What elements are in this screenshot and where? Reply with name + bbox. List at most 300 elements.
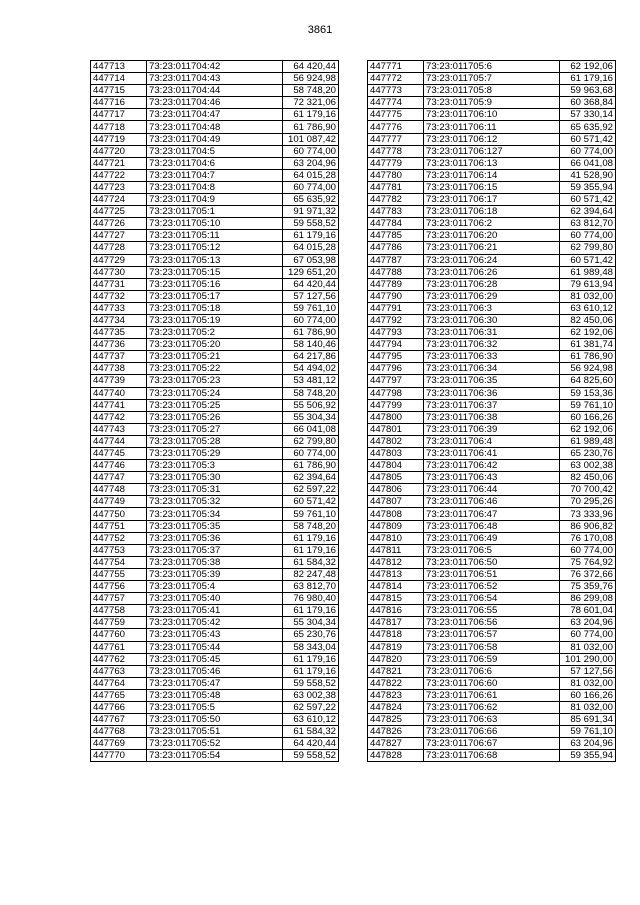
value-cell: 65 230,76 (560, 448, 616, 460)
value-cell: 101 290,00 (560, 653, 616, 665)
cadastral-number-cell: 73:23:011705:6 (424, 61, 560, 73)
row-number-cell: 447798 (368, 387, 424, 399)
value-cell: 61 989,48 (560, 266, 616, 278)
table-row (91, 665, 339, 677)
cadastral-number-cell: 73:23:011705:31 (147, 484, 283, 496)
cadastral-number-cell: 73:23:011705:2 (147, 327, 283, 339)
row-number-cell: 447768 (91, 726, 147, 738)
cadastral-number-cell: 73:23:011706:52 (424, 581, 560, 593)
cadastral-number-cell: 73:23:011706:21 (424, 242, 560, 254)
cadastral-number-cell: 73:23:011706:42 (424, 460, 560, 472)
value-cell: 82 450,06 (560, 472, 616, 484)
value-cell: 61 381,74 (560, 339, 616, 351)
table-row (368, 677, 616, 689)
value-cell: 61 179,16 (283, 605, 339, 617)
table-row (368, 641, 616, 653)
value-cell: 56 924,98 (560, 363, 616, 375)
table-row (368, 242, 616, 254)
value-cell: 61 179,16 (560, 73, 616, 85)
table-row (368, 726, 616, 738)
table-row (91, 544, 339, 556)
value-cell: 61 179,16 (283, 544, 339, 556)
value-cell: 64 015,28 (283, 242, 339, 254)
table-row (368, 351, 616, 363)
table-row (91, 641, 339, 653)
table-row (91, 157, 339, 169)
cadastral-number-cell: 73:23:011705:38 (147, 556, 283, 568)
value-cell: 66 041,08 (283, 423, 339, 435)
value-cell: 63 204,96 (283, 157, 339, 169)
row-number-cell: 447743 (91, 423, 147, 435)
table-row (368, 73, 616, 85)
cadastral-number-cell: 73:23:011705:29 (147, 448, 283, 460)
cadastral-number-cell: 73:23:011706:11 (424, 121, 560, 133)
cadastral-number-cell: 73:23:011706:66 (424, 726, 560, 738)
value-cell: 70 700,42 (560, 484, 616, 496)
cadastral-number-cell: 73:23:011704:44 (147, 85, 283, 97)
table-row (91, 568, 339, 580)
cadastral-number-cell: 73:23:011705:25 (147, 399, 283, 411)
table-row (368, 266, 616, 278)
cadastral-number-cell: 73:23:011705:1 (147, 206, 283, 218)
cadastral-number-cell: 73:23:011706:10 (424, 109, 560, 121)
cadastral-number-cell: 73:23:011705:22 (147, 363, 283, 375)
table-row (368, 605, 616, 617)
cadastral-number-cell: 73:23:011706:57 (424, 629, 560, 641)
value-cell: 60 774,00 (560, 230, 616, 242)
row-number-cell: 447819 (368, 641, 424, 653)
cadastral-number-cell: 73:23:011706:32 (424, 339, 560, 351)
value-cell: 58 748,20 (283, 85, 339, 97)
row-number-cell: 447791 (368, 302, 424, 314)
cadastral-number-cell: 73:23:011705:19 (147, 314, 283, 326)
table-row (91, 85, 339, 97)
value-cell: 62 394,64 (283, 472, 339, 484)
value-cell: 56 924,98 (283, 73, 339, 85)
row-number-cell: 447761 (91, 641, 147, 653)
table-row (368, 181, 616, 193)
cadastral-number-cell: 73:23:011706:55 (424, 605, 560, 617)
cadastral-number-cell: 73:23:011705:3 (147, 460, 283, 472)
cadastral-number-cell: 73:23:011705:20 (147, 339, 283, 351)
value-cell: 59 558,52 (283, 218, 339, 230)
cadastral-number-cell: 73:23:011705:35 (147, 520, 283, 532)
cadastral-number-cell: 73:23:011706:54 (424, 593, 560, 605)
cadastral-number-cell: 73:23:011705:48 (147, 689, 283, 701)
cadastral-number-cell: 73:23:011706:50 (424, 556, 560, 568)
cadastral-number-cell: 73:23:011705:46 (147, 665, 283, 677)
table-row (91, 460, 339, 472)
value-cell: 59 963,68 (560, 85, 616, 97)
value-cell: 64 420,44 (283, 738, 339, 750)
value-cell: 57 127,56 (560, 665, 616, 677)
table-row (91, 351, 339, 363)
cadastral-number-cell: 73:23:011706:61 (424, 689, 560, 701)
row-number-cell: 447780 (368, 169, 424, 181)
value-cell: 63 812,70 (560, 218, 616, 230)
cadastral-number-cell: 73:23:011704:49 (147, 133, 283, 145)
row-number-cell: 447813 (368, 568, 424, 580)
row-number-cell: 447803 (368, 448, 424, 460)
table-row (91, 653, 339, 665)
value-cell: 70 295,26 (560, 496, 616, 508)
table-row (368, 363, 616, 375)
row-number-cell: 447772 (368, 73, 424, 85)
row-number-cell: 447733 (91, 302, 147, 314)
cadastral-number-cell: 73:23:011705:36 (147, 532, 283, 544)
row-number-cell: 447764 (91, 677, 147, 689)
row-number-cell: 447826 (368, 726, 424, 738)
row-number-cell: 447808 (368, 508, 424, 520)
table-row (91, 314, 339, 326)
table-row (368, 230, 616, 242)
value-cell: 58 748,20 (283, 520, 339, 532)
row-number-cell: 447809 (368, 520, 424, 532)
value-cell: 62 597,22 (283, 484, 339, 496)
row-number-cell: 447718 (91, 121, 147, 133)
row-number-cell: 447742 (91, 411, 147, 423)
value-cell: 61 786,90 (283, 460, 339, 472)
value-cell: 63 610,12 (560, 302, 616, 314)
row-number-cell: 447714 (91, 73, 147, 85)
row-number-cell: 447770 (91, 750, 147, 762)
value-cell: 59 558,52 (283, 750, 339, 762)
value-cell: 86 299,08 (560, 593, 616, 605)
value-cell: 65 635,92 (283, 194, 339, 206)
row-number-cell: 447794 (368, 339, 424, 351)
value-cell: 58 140,46 (283, 339, 339, 351)
table-row (368, 593, 616, 605)
cadastral-number-cell: 73:23:011706:5 (424, 544, 560, 556)
value-cell: 61 179,16 (283, 653, 339, 665)
value-cell: 62 394,64 (560, 206, 616, 218)
row-number-cell: 447825 (368, 714, 424, 726)
table-row (368, 653, 616, 665)
table-row (368, 85, 616, 97)
row-number-cell: 447759 (91, 617, 147, 629)
cadastral-number-cell: 73:23:011706:47 (424, 508, 560, 520)
row-number-cell: 447732 (91, 290, 147, 302)
cadastral-number-cell: 73:23:011706:35 (424, 375, 560, 387)
cadastral-number-cell: 73:23:011705:39 (147, 568, 283, 580)
value-cell: 73 333,96 (560, 508, 616, 520)
cadastral-number-cell: 73:23:011705:27 (147, 423, 283, 435)
table-row (91, 61, 339, 73)
row-number-cell: 447713 (91, 61, 147, 73)
table-row (91, 484, 339, 496)
cadastral-number-cell: 73:23:011704:6 (147, 157, 283, 169)
value-cell: 82 450,06 (560, 314, 616, 326)
cadastral-number-cell: 73:23:011704:7 (147, 169, 283, 181)
value-cell: 60 368,84 (560, 97, 616, 109)
value-cell: 63 610,12 (283, 714, 339, 726)
row-number-cell: 447815 (368, 593, 424, 605)
row-number-cell: 447746 (91, 460, 147, 472)
table-row (368, 629, 616, 641)
table-row (91, 133, 339, 145)
cadastral-number-cell: 73:23:011706:37 (424, 399, 560, 411)
value-cell: 85 691,34 (560, 714, 616, 726)
cadastral-number-cell: 73:23:011706:39 (424, 423, 560, 435)
value-cell: 60 571,42 (560, 254, 616, 266)
value-cell: 72 321,06 (283, 97, 339, 109)
row-number-cell: 447817 (368, 617, 424, 629)
cadastral-number-cell: 73:23:011706:17 (424, 194, 560, 206)
right-register-table (367, 60, 616, 762)
table-row (91, 593, 339, 605)
row-number-cell: 447796 (368, 363, 424, 375)
value-cell: 64 217,86 (283, 351, 339, 363)
row-number-cell: 447747 (91, 472, 147, 484)
cadastral-number-cell: 73:23:011705:41 (147, 605, 283, 617)
row-number-cell: 447774 (368, 97, 424, 109)
row-number-cell: 447816 (368, 605, 424, 617)
value-cell: 61 584,32 (283, 556, 339, 568)
cadastral-number-cell: 73:23:011705:5 (147, 701, 283, 713)
row-number-cell: 447781 (368, 181, 424, 193)
value-cell: 53 481,12 (283, 375, 339, 387)
table-row (91, 435, 339, 447)
table-row (368, 157, 616, 169)
cadastral-number-cell: 73:23:011705:12 (147, 242, 283, 254)
cadastral-number-cell: 73:23:011706:15 (424, 181, 560, 193)
table-row (91, 629, 339, 641)
row-number-cell: 447777 (368, 133, 424, 145)
row-number-cell: 447769 (91, 738, 147, 750)
value-cell: 62 799,80 (283, 435, 339, 447)
value-cell: 60 774,00 (560, 629, 616, 641)
page-number: 3861 (307, 24, 333, 36)
cadastral-number-cell: 73:23:011705:21 (147, 351, 283, 363)
row-number-cell: 447763 (91, 665, 147, 677)
row-number-cell: 447760 (91, 629, 147, 641)
table-row (368, 399, 616, 411)
value-cell: 62 192,06 (560, 61, 616, 73)
table-row (91, 194, 339, 206)
value-cell: 76 980,40 (283, 593, 339, 605)
row-number-cell: 447754 (91, 556, 147, 568)
row-number-cell: 447775 (368, 109, 424, 121)
value-cell: 59 761,10 (283, 508, 339, 520)
value-cell: 59 761,10 (560, 726, 616, 738)
cadastral-number-cell: 73:23:011705:44 (147, 641, 283, 653)
table-row (368, 423, 616, 435)
value-cell: 81 032,00 (560, 701, 616, 713)
cadastral-number-cell: 73:23:011705:42 (147, 617, 283, 629)
table-row (368, 218, 616, 230)
row-number-cell: 447716 (91, 97, 147, 109)
value-cell: 67 053,98 (283, 254, 339, 266)
value-cell: 64 420,44 (283, 278, 339, 290)
table-row (368, 254, 616, 266)
table-row (91, 617, 339, 629)
table-row (368, 290, 616, 302)
row-number-cell: 447750 (91, 508, 147, 520)
table-row (91, 448, 339, 460)
row-number-cell: 447818 (368, 629, 424, 641)
value-cell: 76 170,08 (560, 532, 616, 544)
cadastral-number-cell: 73:23:011706:18 (424, 206, 560, 218)
row-number-cell: 447735 (91, 327, 147, 339)
row-number-cell: 447814 (368, 581, 424, 593)
cadastral-number-cell: 73:23:011705:50 (147, 714, 283, 726)
table-row (368, 194, 616, 206)
value-cell: 65 635,92 (560, 121, 616, 133)
value-cell: 63 812,70 (283, 581, 339, 593)
cadastral-number-cell: 73:23:011704:48 (147, 121, 283, 133)
row-number-cell: 447739 (91, 375, 147, 387)
row-number-cell: 447717 (91, 109, 147, 121)
row-number-cell: 447736 (91, 339, 147, 351)
cadastral-number-cell: 73:23:011706:6 (424, 665, 560, 677)
cadastral-number-cell: 73:23:011705:54 (147, 750, 283, 762)
row-number-cell: 447751 (91, 520, 147, 532)
row-number-cell: 447729 (91, 254, 147, 266)
table-row (91, 375, 339, 387)
cadastral-number-cell: 73:23:011705:40 (147, 593, 283, 605)
table-row (368, 689, 616, 701)
table-row (91, 97, 339, 109)
cadastral-number-cell: 73:23:011705:16 (147, 278, 283, 290)
cadastral-number-cell: 73:23:011705:32 (147, 496, 283, 508)
cadastral-number-cell: 73:23:011706:3 (424, 302, 560, 314)
row-number-cell: 447728 (91, 242, 147, 254)
row-number-cell: 447785 (368, 230, 424, 242)
row-number-cell: 447801 (368, 423, 424, 435)
cadastral-number-cell: 73:23:011705:51 (147, 726, 283, 738)
row-number-cell: 447723 (91, 181, 147, 193)
row-number-cell: 447824 (368, 701, 424, 713)
row-number-cell: 447806 (368, 484, 424, 496)
table-row (91, 181, 339, 193)
value-cell: 64 825,60 (560, 375, 616, 387)
value-cell: 63 204,96 (560, 738, 616, 750)
value-cell: 60 774,00 (283, 314, 339, 326)
cadastral-number-cell: 73:23:011705:26 (147, 411, 283, 423)
row-number-cell: 447720 (91, 145, 147, 157)
table-row (91, 218, 339, 230)
value-cell: 60 774,00 (560, 145, 616, 157)
cadastral-number-cell: 73:23:011704:8 (147, 181, 283, 193)
cadastral-number-cell: 73:23:011705:11 (147, 230, 283, 242)
table-row (91, 508, 339, 520)
table-row (91, 472, 339, 484)
row-number-cell: 447828 (368, 750, 424, 762)
value-cell: 59 355,94 (560, 181, 616, 193)
table-row (368, 738, 616, 750)
table-row (368, 496, 616, 508)
value-cell: 60 166,26 (560, 689, 616, 701)
value-cell: 59 558,52 (283, 677, 339, 689)
cadastral-number-cell: 73:23:011705:37 (147, 544, 283, 556)
cadastral-number-cell: 73:23:011706:13 (424, 157, 560, 169)
table-row (91, 726, 339, 738)
cadastral-number-cell: 73:23:011704:9 (147, 194, 283, 206)
value-cell: 41 528,90 (560, 169, 616, 181)
table-row (91, 339, 339, 351)
row-number-cell: 447782 (368, 194, 424, 206)
cadastral-number-cell: 73:23:011706:28 (424, 278, 560, 290)
value-cell: 65 230,76 (283, 629, 339, 641)
left-register-table (90, 60, 339, 762)
cadastral-number-cell: 73:23:011705:45 (147, 653, 283, 665)
cadastral-number-cell: 73:23:011705:52 (147, 738, 283, 750)
table-row (368, 169, 616, 181)
value-cell: 101 087,42 (283, 133, 339, 145)
table-row (368, 206, 616, 218)
value-cell: 62 192,06 (560, 423, 616, 435)
row-number-cell: 447805 (368, 472, 424, 484)
row-number-cell: 447822 (368, 677, 424, 689)
table-row (368, 61, 616, 73)
value-cell: 76 372,66 (560, 568, 616, 580)
cadastral-number-cell: 73:23:011706:62 (424, 701, 560, 713)
cadastral-number-cell: 73:23:011706:49 (424, 532, 560, 544)
row-number-cell: 447757 (91, 593, 147, 605)
cadastral-number-cell: 73:23:011706:59 (424, 653, 560, 665)
cadastral-number-cell: 73:23:011706:60 (424, 677, 560, 689)
table-row (91, 242, 339, 254)
table-row (368, 665, 616, 677)
value-cell: 59 761,10 (283, 302, 339, 314)
cadastral-number-cell: 73:23:011706:46 (424, 496, 560, 508)
table-row (91, 254, 339, 266)
row-number-cell: 447722 (91, 169, 147, 181)
cadastral-number-cell: 73:23:011705:17 (147, 290, 283, 302)
value-cell: 55 304,34 (283, 411, 339, 423)
row-number-cell: 447793 (368, 327, 424, 339)
table-row (91, 423, 339, 435)
table-row (368, 460, 616, 472)
value-cell: 61 179,16 (283, 665, 339, 677)
value-cell: 82 247,48 (283, 568, 339, 580)
cadastral-number-cell: 73:23:011705:30 (147, 472, 283, 484)
table-row (368, 302, 616, 314)
table-row (368, 109, 616, 121)
row-number-cell: 447771 (368, 61, 424, 73)
row-number-cell: 447719 (91, 133, 147, 145)
value-cell: 81 032,00 (560, 641, 616, 653)
cadastral-number-cell: 73:23:011705:9 (424, 97, 560, 109)
cadastral-number-cell: 73:23:011706:24 (424, 254, 560, 266)
row-number-cell: 447727 (91, 230, 147, 242)
value-cell: 62 597,22 (283, 701, 339, 713)
row-number-cell: 447823 (368, 689, 424, 701)
table-row (368, 448, 616, 460)
row-number-cell: 447804 (368, 460, 424, 472)
row-number-cell: 447784 (368, 218, 424, 230)
row-number-cell: 447811 (368, 544, 424, 556)
value-cell: 58 748,20 (283, 387, 339, 399)
table-row (368, 508, 616, 520)
cadastral-number-cell: 73:23:011705:28 (147, 435, 283, 447)
table-row (368, 375, 616, 387)
cadastral-number-cell: 73:23:011706:31 (424, 327, 560, 339)
value-cell: 60 774,00 (560, 544, 616, 556)
value-cell: 75 764,92 (560, 556, 616, 568)
cadastral-number-cell: 73:23:011706:33 (424, 351, 560, 363)
cadastral-number-cell: 73:23:011706:29 (424, 290, 560, 302)
table-row (368, 339, 616, 351)
cadastral-number-cell: 73:23:011704:43 (147, 73, 283, 85)
row-number-cell: 447807 (368, 496, 424, 508)
value-cell: 54 494,02 (283, 363, 339, 375)
row-number-cell: 447726 (91, 218, 147, 230)
cadastral-number-cell: 73:23:011706:67 (424, 738, 560, 750)
row-number-cell: 447753 (91, 544, 147, 556)
table-row (91, 363, 339, 375)
row-number-cell: 447762 (91, 653, 147, 665)
